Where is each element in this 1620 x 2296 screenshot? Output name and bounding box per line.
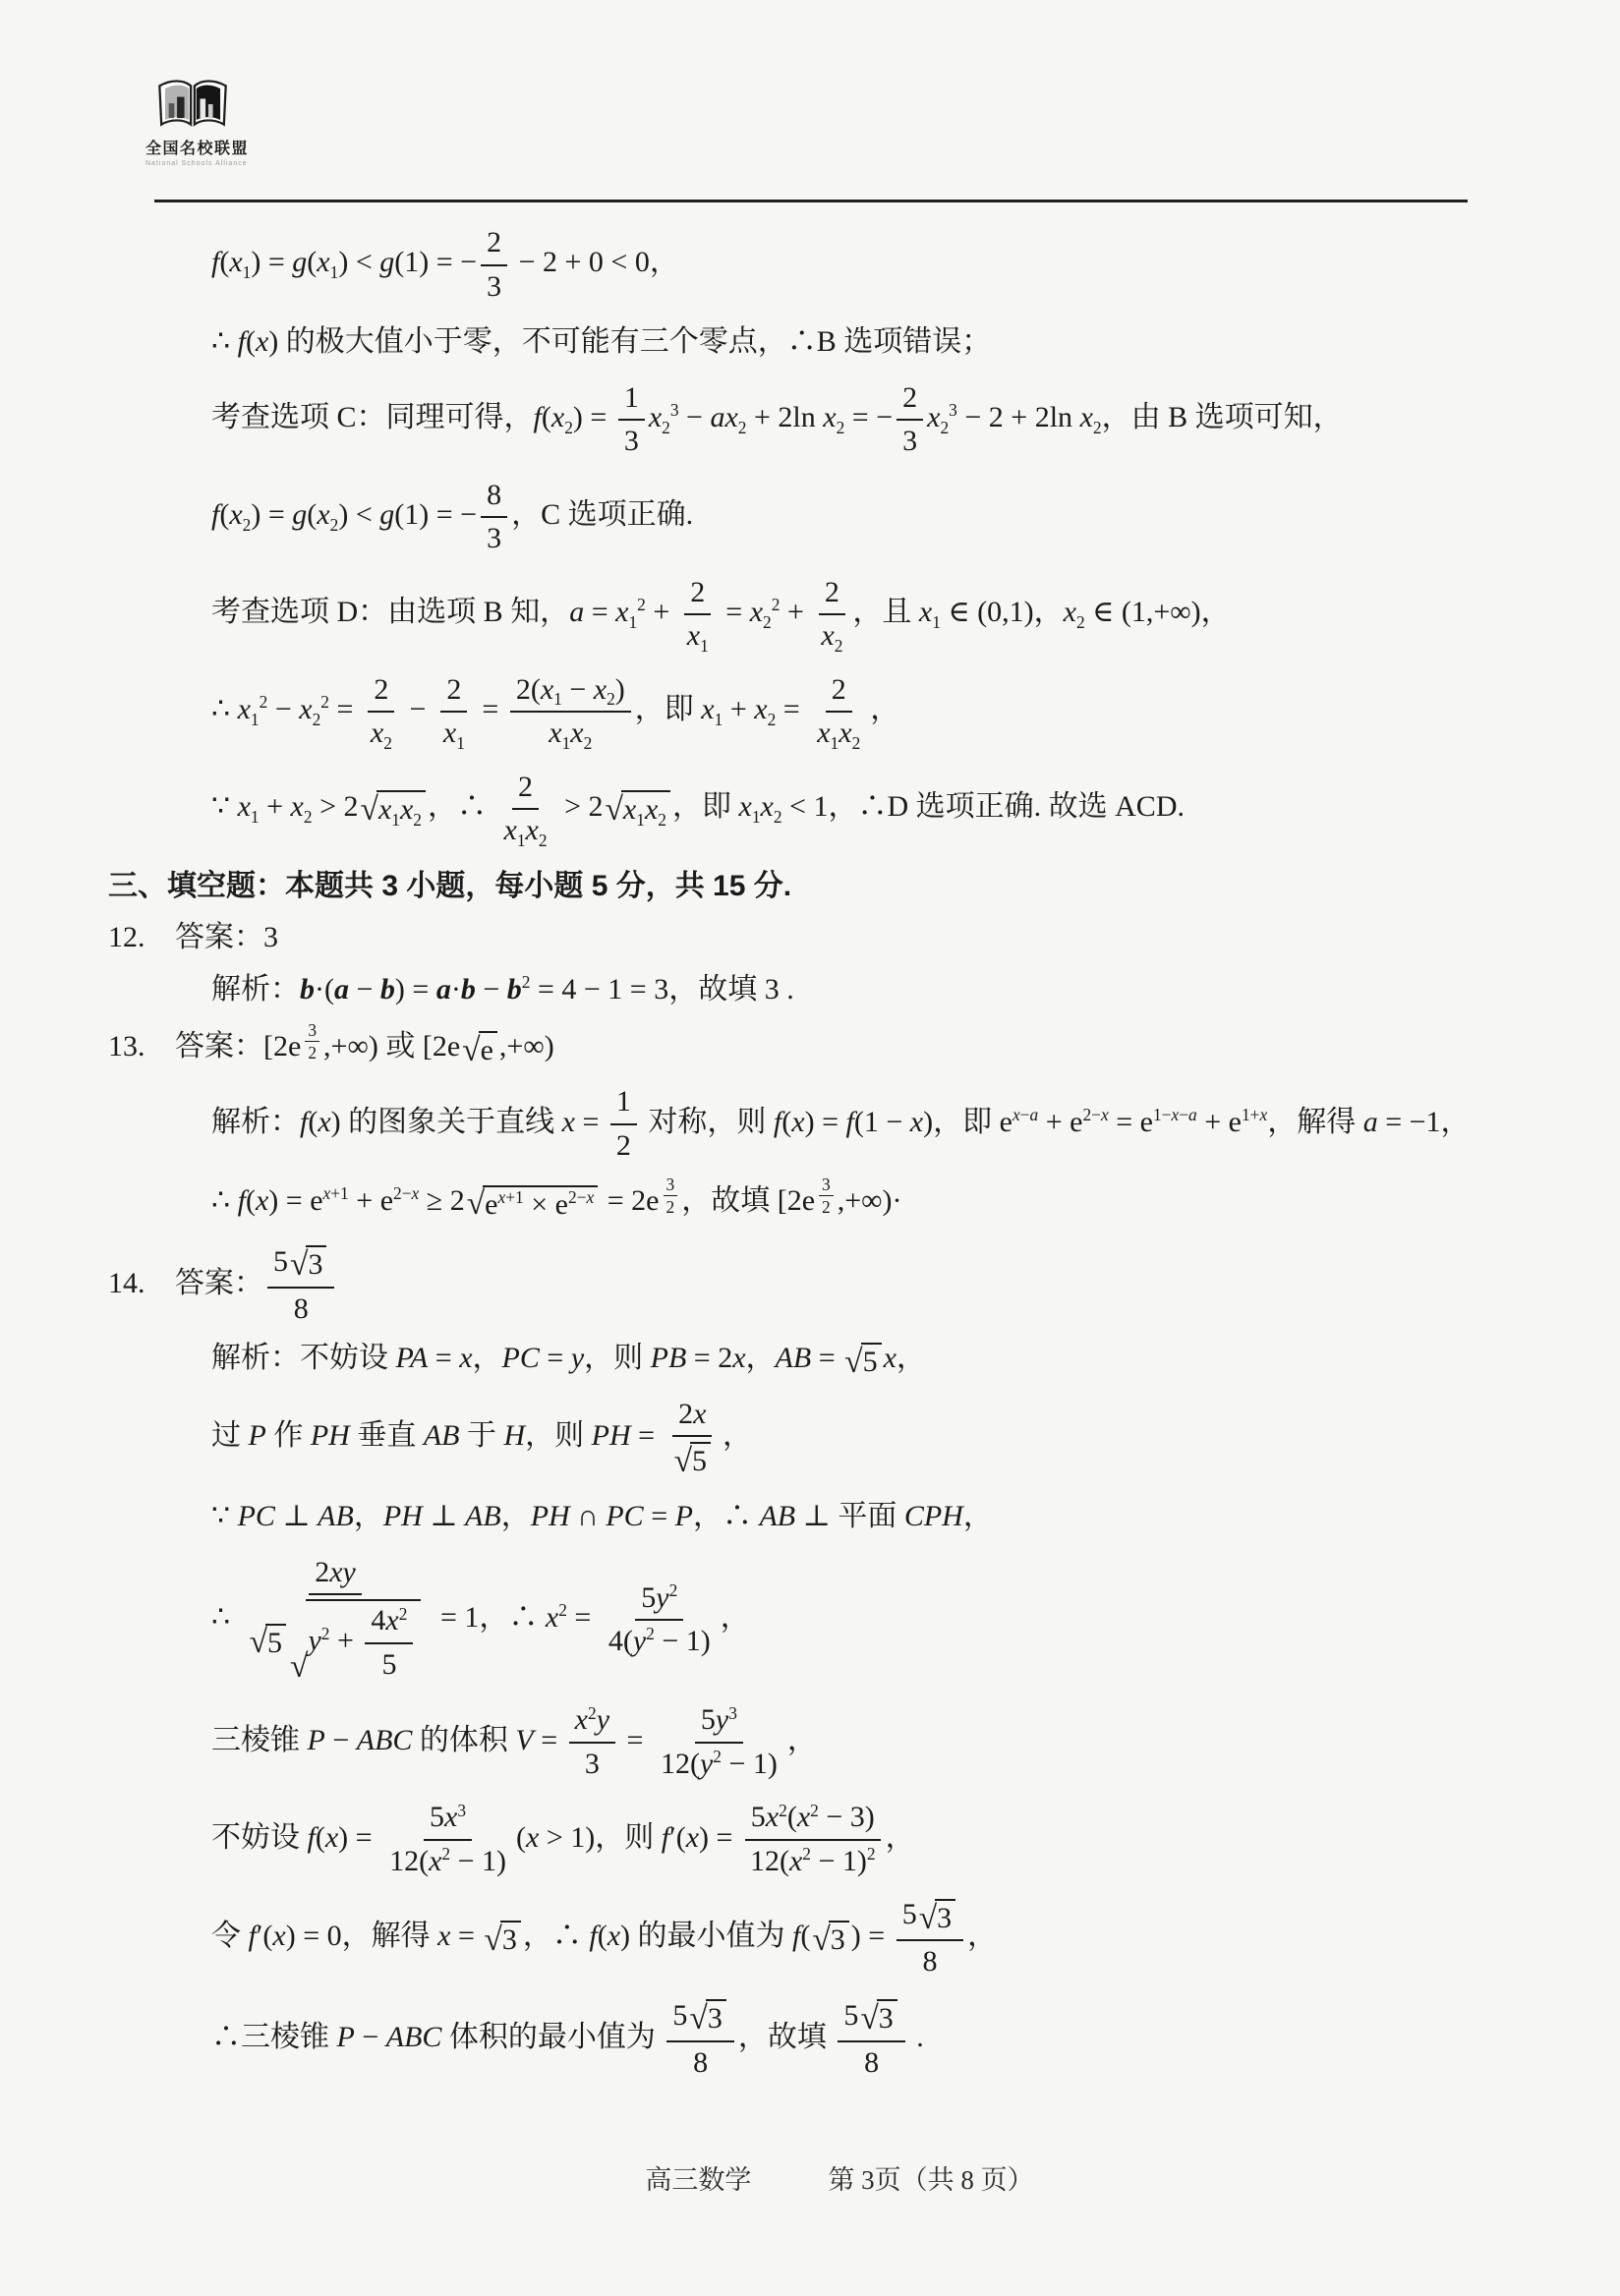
footer-page-number: 第 3页（共 8 页） — [828, 2165, 1034, 2195]
math-text: ∴ f(x) = ex+1 + e2−x ≥ 2 √ ex+1 × e2−x = 2e $\frac{3}{2}$ ，故填 [2e $\frac{3}{2}$ ,+∞)· — [211, 1174, 902, 1223]
open-book-icon — [153, 77, 232, 134]
solution-line — [211, 671, 1581, 753]
math-text: 解析：b·(a − b) = a·b − b2 = 4 − 1 = 3，故填 3 . — [211, 972, 794, 1005]
solution-line — [211, 574, 1581, 656]
solution-line — [211, 769, 1581, 850]
math-text: f(x1) = g(x1) < g(1) = − $\frac{2}{3}$ − 2 + 0 < 0， — [211, 226, 679, 303]
solution-line — [211, 969, 1581, 1011]
solution-content — [0, 224, 1620, 2097]
math-text: 答案：[2e $\frac{3}{2}$ ,+∞) 或 [2e √ e ,+∞) — [175, 1019, 554, 1068]
solution-line — [108, 1243, 1581, 1328]
math-text: 不妨设 f(x) = $\frac{5x3}{12(x2 - 1)}$ (x > 1)，则 f′(x) = $\frac{5x2(x2 - 3)}{12(x2 - 1)2}$ ， — [211, 1800, 915, 1877]
solution-line — [211, 1799, 1581, 1880]
alliance-logo — [145, 77, 250, 167]
solution-line — [211, 1083, 1581, 1165]
math-text: 考查选项 D：由选项 B 知，a = x12 + $\frac{2}{x1}$ = x22 + $\frac{2}{x2}$ ，且 x1 ∈ (0,1)，x2 ∈ (1,+∞)， — [211, 575, 1231, 656]
math-text: ∴ 2xy √ 5 √ y2 + $\frac{4x2}{5}$ = 1，∴ x2 = $\frac{5y2}{4(y2 - 1)}$ ， — [211, 1555, 750, 1685]
math-text: 答案： 5 √ 3 8 — [175, 1267, 338, 1299]
header-rule — [154, 200, 1468, 202]
item-number: 13. — [108, 1030, 145, 1063]
solution-line — [211, 1997, 1581, 2082]
math-text: ∵ PC ⊥ AB，PH ⊥ AB，PH ∩ PC = P，∴ AB ⊥ 平面 CPH， — [211, 1500, 993, 1533]
math-text: 考查选项 C：同理可得，f(x2) = $\frac{1}{3}$ x23 − ax2 + 2ln x2 = − $\frac{2}{3}$ x23 − 2 + 2ln x2，由 B 选项可知， — [211, 380, 1343, 458]
solution-line — [211, 224, 1581, 306]
math-text: ∴ x12 − x22 = $\frac{2}{x2}$ − $\frac{2}{x1}$ = $\frac{2(x1 - x2)}{x1x2}$ ，即 x1 + x2 = $\frac{2}{x1x2}$ ， — [211, 672, 900, 753]
solution-line — [108, 1019, 1581, 1073]
logo-title: 全国名校联盟 — [145, 141, 250, 157]
solution-line — [211, 477, 1581, 558]
item-number: 14. — [108, 1266, 145, 1299]
math-text: 答案：3 — [175, 921, 278, 954]
solution-line — [211, 1554, 1581, 1687]
logo-subtitle: National Schools Alliance — [145, 160, 248, 167]
solution-line — [211, 321, 1581, 364]
solution-line — [211, 379, 1581, 461]
solution-line — [211, 1174, 1581, 1228]
math-text: 三、填空题：本题共 3 小题，每小题 5 分，共 15 分. — [108, 869, 792, 902]
solution-line — [211, 1896, 1581, 1980]
math-text: ∴三棱锥 P − ABC 体积的最小值为 5 √ 3 8 ，故填 5 √ 3 8 . — [211, 1998, 924, 2079]
footer — [29, 2158, 1620, 2197]
math-text: 过 P 作 PH 垂直 AB 于 H，则 PH = 2x √ 5 ， — [211, 1397, 753, 1479]
math-text: 令 f′(x) = 0，解得 x = √ 3 ，∴ f(x) 的最小值为 f( √ 3 ) = 5 √ 3 8 ， — [211, 1898, 998, 1979]
solution-line — [211, 1338, 1581, 1380]
math-text: ∵ x1 + x2 > 2 √ x1x2 ，∴ $\frac{2}{x1x2}$ > 2 √ x1x2 ，即 x1x2 < 1，∴D 选项正确. 故选 ACD. — [211, 770, 1185, 850]
footer-course: 高三数学 — [645, 2165, 752, 2195]
section-heading — [108, 866, 1581, 908]
solution-line — [108, 917, 1581, 959]
math-text: 三棱锥 P − ABC 的体积 V = $\frac{x2y}{3}$ = $\frac{5y3}{12(y2 - 1)}$ ， — [211, 1702, 817, 1780]
math-text: 解析：不妨设 PA = x，PC = y，则 PB = 2x，AB = √ 5 x， — [211, 1342, 926, 1380]
solution-line — [211, 1701, 1581, 1783]
math-text: 解析：f(x) 的图象关于直线 x = $\frac{1}{2}$ 对称，则 f(x) = f(1 − x)，即 ex−a + e2−x = e1−x−a + e1+x，解得 a = −1， — [211, 1085, 1471, 1162]
math-text: f(x2) = g(x2) < g(1) = − $\frac{8}{3}$ ，C 选项正确. — [211, 478, 694, 555]
item-number: 12. — [108, 921, 145, 954]
solution-line — [211, 1396, 1581, 1480]
solution-line — [211, 1496, 1581, 1538]
math-text: ∴ f(x) 的极大值小于零，不可能有三个零点，∴B 选项错误； — [211, 325, 992, 358]
